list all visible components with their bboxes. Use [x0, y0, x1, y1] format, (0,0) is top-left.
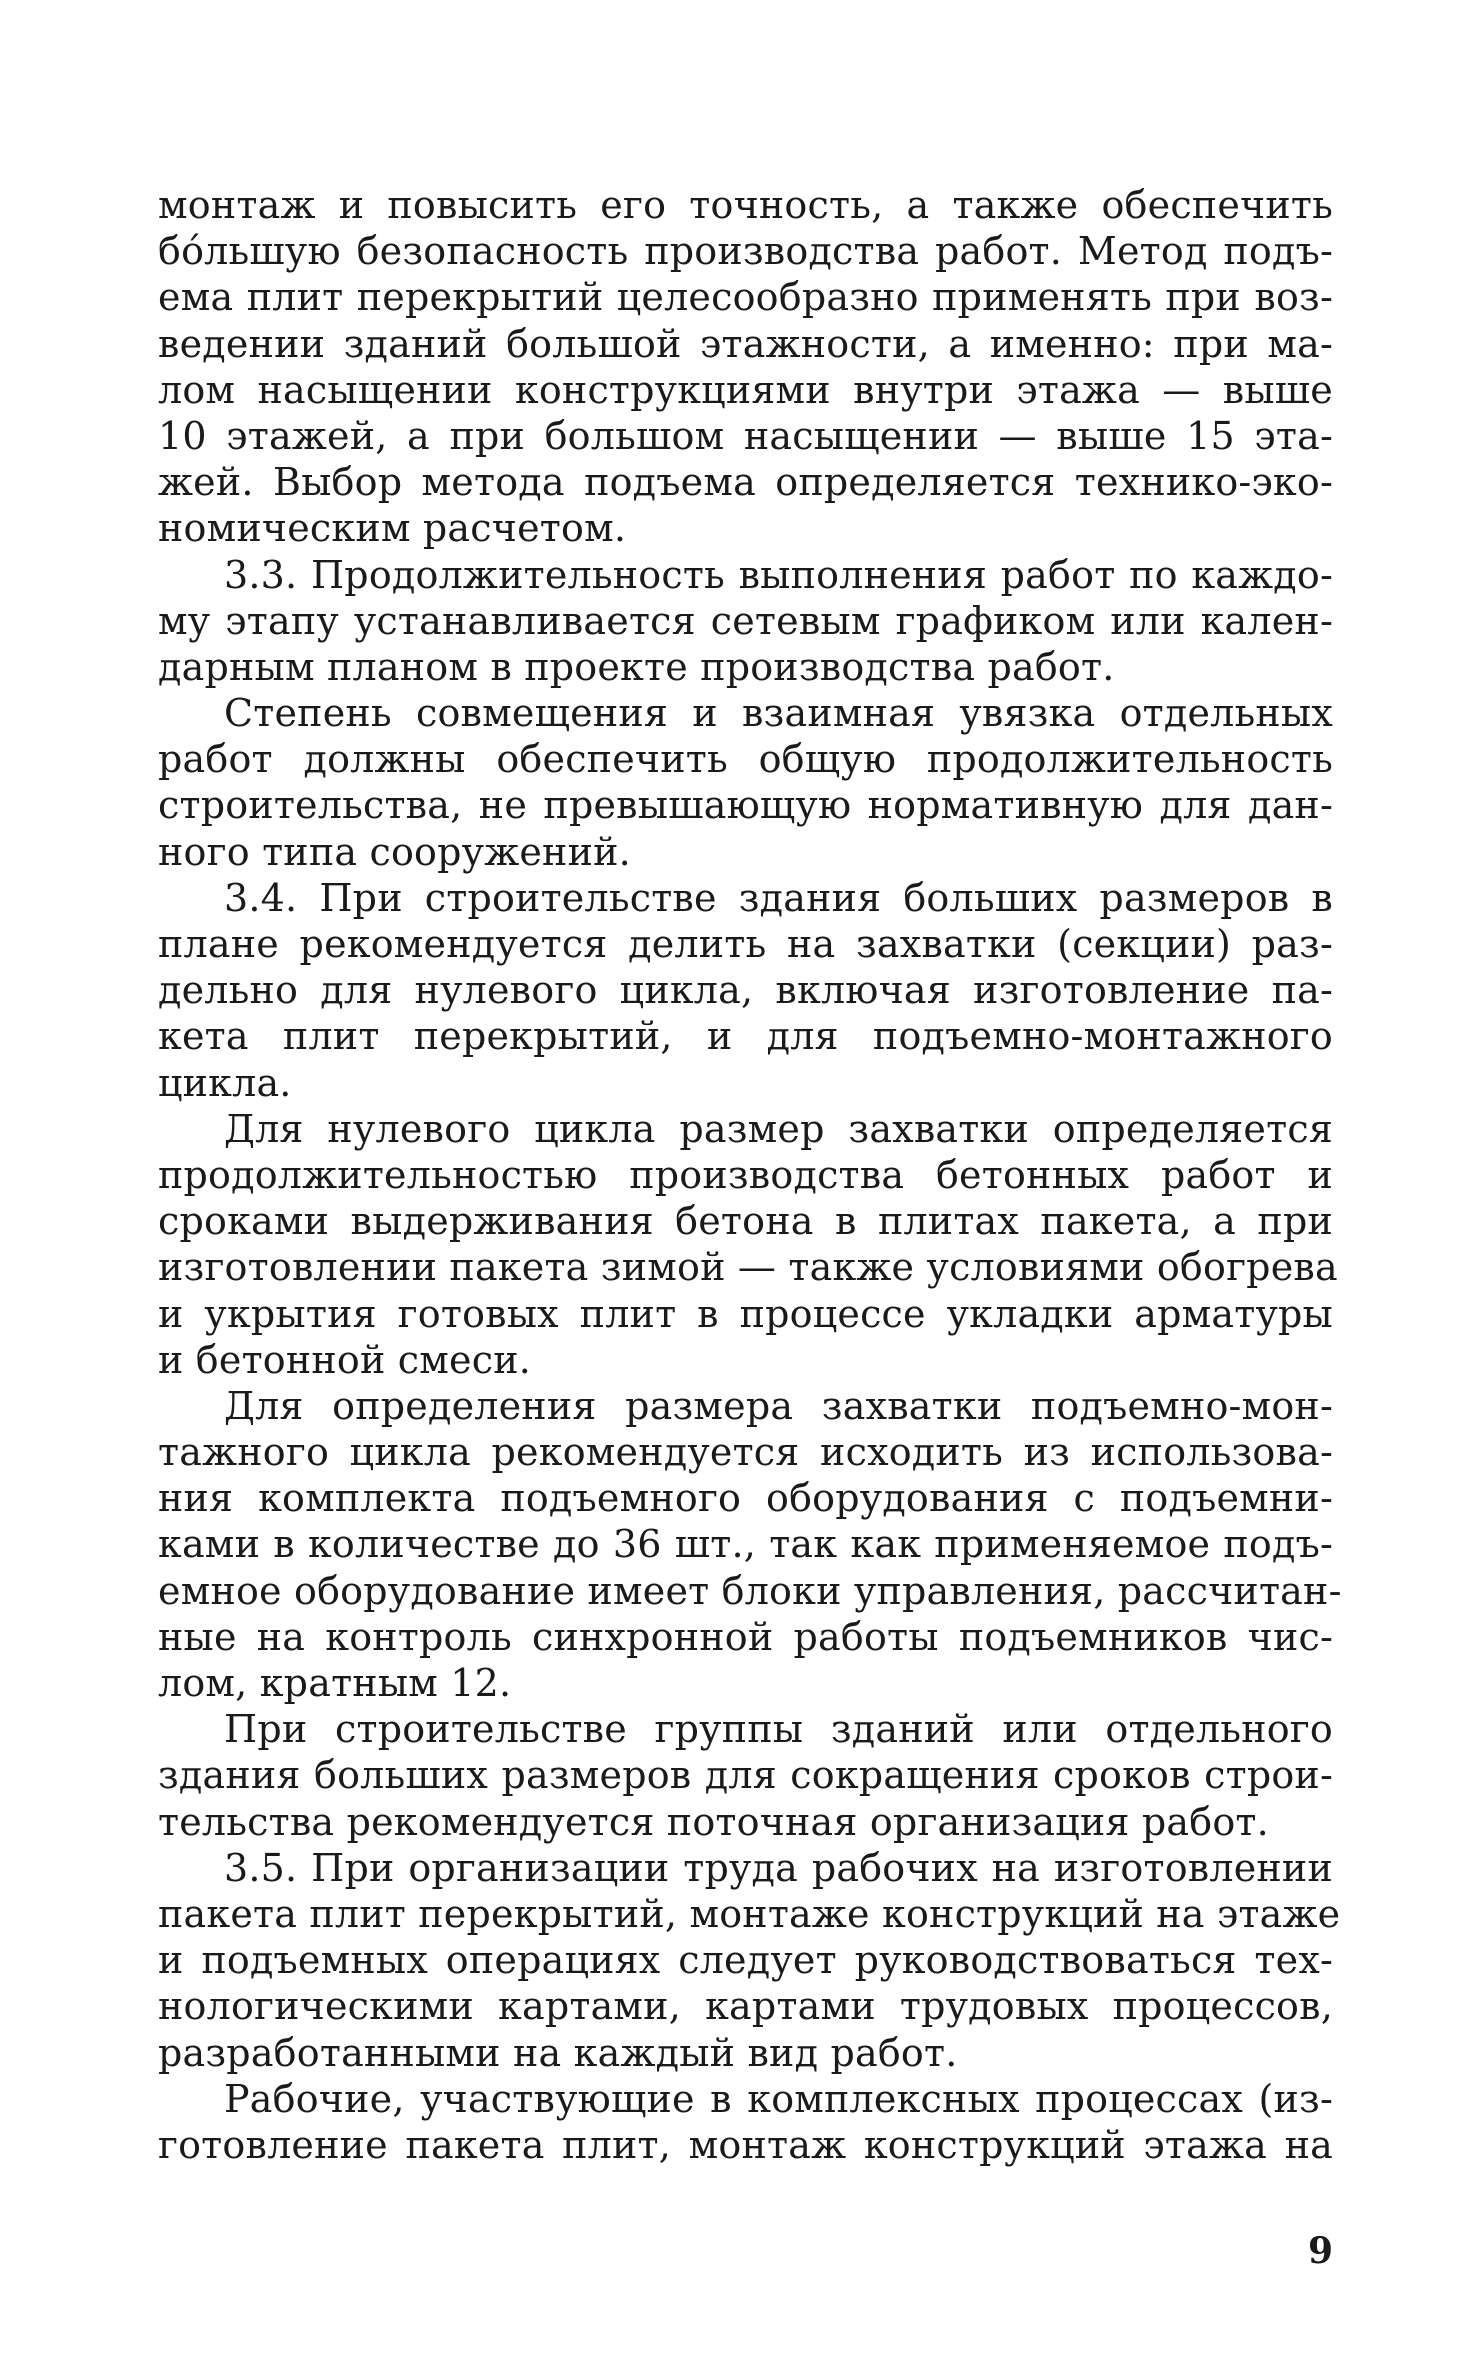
text-line: лом, кратным 12. [158, 1661, 512, 1705]
text-line: тажного цикла рекомендуется исходить из использова- [158, 1430, 1333, 1475]
section-3-3-line: 3.3. Продолжительность выполнения работ по каждо- [224, 552, 1333, 597]
text-line: Степень совмещения и взаимная увязка отдельных [224, 691, 1333, 736]
text-line: тельства рекомендуется поточная организация работ. [158, 1799, 1269, 1844]
text-line: кета плит перекрытий, и для подъемно-монтажного [158, 1014, 1333, 1059]
text-line: изготовлении пакета зимой — также условиями обогрева [158, 1245, 1338, 1290]
text-line: монтаж и повысить его точность, а также обеспечить [158, 183, 1333, 227]
text-line: ного типа сооружений. [158, 829, 631, 874]
page-number: 9 [1308, 2230, 1334, 2272]
body-text [158, 182, 1342, 2168]
text-line: дарным планом в проекте производства работ. [158, 644, 1115, 689]
text-line: Для нулевого цикла размер захватки определяется [224, 1106, 1333, 1151]
text-line: ведении зданий большой этажности, а именно: при ма- [158, 321, 1333, 366]
text-line: нологическими картами, картами трудовых процессов, [158, 1984, 1333, 2029]
text-line: строительства, не превышающую нормативную для дан- [158, 783, 1333, 828]
text-line: номическим расчетом. [158, 506, 627, 551]
text-line: Для определения размера захватки подъемно-мон- [224, 1383, 1333, 1428]
text-line: При строительстве группы зданий или отдельного [224, 1707, 1333, 1752]
text-line: и укрытия готовых плит в процессе укладки арматуры [158, 1291, 1333, 1336]
text-line: му этапу устанавливается сетевым графиком или кален- [158, 598, 1333, 643]
text-line: и бетонной смеси. [158, 1337, 532, 1382]
text-line: Рабочие, участвующие в комплексных процессах (из- [224, 2076, 1333, 2121]
text-line: ками в количестве до 36 шт., так как применяемое подъ- [158, 1522, 1333, 1567]
text-line: 10 этажей, а при большом насыщении — выше 15 эта- [158, 413, 1333, 458]
section-3-5-line: 3.5. При организации труда рабочих на изготовлении [224, 1845, 1333, 1890]
text-line: емное оборудование имеет блоки управления, рассчитан- [158, 1568, 1342, 1613]
text-line: плане рекомендуется делить на захватки (секции) раз- [158, 922, 1333, 966]
text-line: ные на контроль синхронной работы подъемников чис- [158, 1614, 1333, 1659]
text-line: ема плит перекрытий целесообразно применять при воз- [158, 275, 1333, 320]
text-line: здания больших размеров для сокращения сроков строи- [158, 1753, 1333, 1798]
section-3-4-line: 3.4. При строительстве здания больших размеров в [224, 875, 1333, 920]
text-line: и подъемных операциях следует руководствоваться тех- [158, 1938, 1333, 1983]
text-line: дельно для нулевого цикла, включая изготовление па- [158, 968, 1333, 1013]
text-line: бо́льшую безопасность производства работ. Метод подъ- [158, 229, 1333, 274]
text-line: сроками выдерживания бетона в плитах пакета, а при [158, 1199, 1333, 1244]
text-line: цикла. [158, 1060, 292, 1105]
text-line: пакета плит перекрытий, монтаже конструкций на этаже [158, 1891, 1341, 1936]
text-line: жей. Выбор метода подъема определяется технико-эко- [158, 460, 1333, 505]
text-line: работ должны обеспечить общую продолжительность [158, 737, 1333, 782]
text-line: разработанными на каждый вид работ. [158, 2030, 958, 2075]
text-line: лом насыщении конструкциями внутри этажа — выше [158, 367, 1333, 412]
text-line: ния комплекта подъемного оборудования с подъемни- [158, 1476, 1333, 1521]
text-line: готовление пакета плит, монтаж конструкций этажа на [158, 2122, 1333, 2167]
text-line: продолжительностью производства бетонных работ и [158, 1152, 1333, 1197]
